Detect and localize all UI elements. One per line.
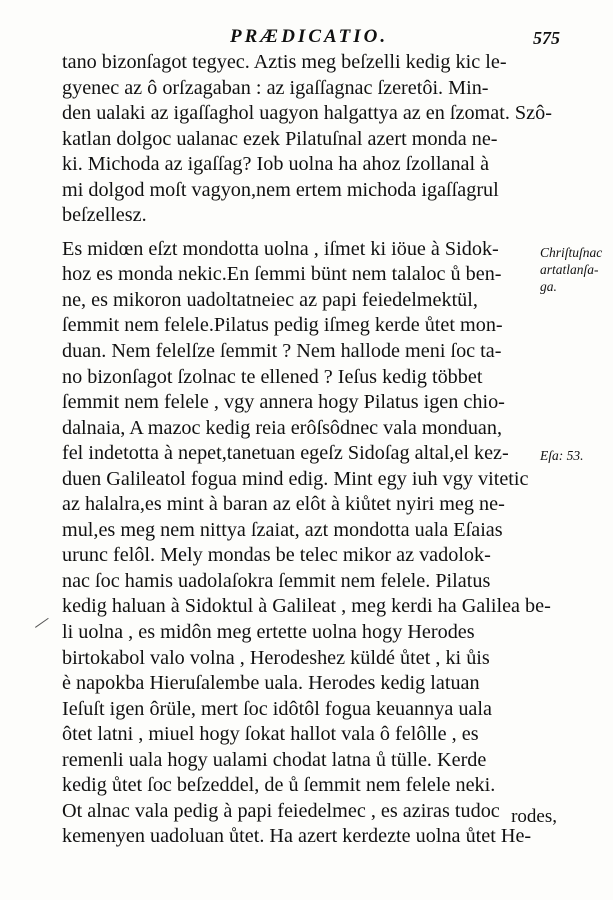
text-line: li uolna , es midôn meg ertette uolna hogy Herodes: [62, 621, 475, 644]
text-line: mul,es meg nem nittya ſzaiat, azt mondotta uala Eſaias: [62, 518, 503, 541]
text-line: mi dolgod moſt vagyon,nem ertem michoda igaſſagrul: [62, 178, 499, 201]
body-text: [62, 50, 552, 850]
text-line: katlan dolgoc ualanac ezek Pilatuſnal azert monda ne-: [62, 127, 498, 150]
text-line: az halalra,es mint à baran az elôt à kiůtet nyiri meg ne-: [62, 493, 505, 516]
paragraph-gap: [62, 229, 540, 237]
text-line: dalnaia, A mazoc kedig reia erôſsôdnec vala monduan,: [62, 416, 503, 439]
text-line: ne, es mikoron uadoltatneiec az papi feiedelmektül,: [62, 288, 478, 311]
text-line: Es midœn eſzt mondotta uolna , iſmet ki iöue à Sidok-: [62, 237, 499, 260]
text-line: fel indetotta à nepet,tanetuan egeſz Sidoſag altal,el kez-: [62, 442, 509, 465]
text-line: ſemmit nem felele.Pilatus pedig iſmeg kerde ůtet mon-: [62, 314, 503, 337]
text-line: no bizonſagot ſzolnac te ellened ? Ieſus kedig többet: [62, 365, 483, 388]
text-line: nac ſoc hamis uadolaſokra ſemmit nem felele. Pilatus: [62, 569, 491, 592]
margin-note: Eſa: 53.: [540, 448, 584, 463]
text-line: tano bizonſagot tegyec. Aztis meg beſzelli kedig kic le-: [62, 51, 507, 73]
text-line: hoz es monda nekic.En ſemmi bünt nem talaloc ů ben-: [62, 263, 502, 286]
text-line: kedig ůtet ſoc beſzeddel, de ů ſemmit nem felele neki.: [62, 774, 496, 797]
pencil-mark: [35, 618, 51, 631]
text-line: remenli uala hogy ualami chodat latna ů tülle. Kerde: [62, 748, 487, 771]
text-line: ſemmit nem felele , vgy annera hogy Pilatus igen chio-: [62, 391, 505, 414]
text-line: duen Galileatol fogua mind edig. Mint egy iuh vgy vitetic: [62, 467, 529, 490]
text-line: ôtet latni , miuel hogy ſokat hallot vala ô felôlle , es: [62, 723, 479, 746]
text-line: gyenec az ô orſzagaban : az igaſſagnac ſzeretôi. Min-: [62, 76, 489, 99]
margin-note: Chriſtuſnac artatlanſa-ga.: [540, 245, 603, 294]
text-line: urunc felôl. Mely mondas be telec mikor az vadolok-: [62, 544, 491, 567]
catchword: rodes,: [511, 806, 557, 827]
text-line: è napokba Hieruſalembe uala. Herodes kedig latuan: [62, 672, 480, 695]
text-line: Ieſuſt igen ôrüle, mert ſoc idôtôl fogua keuannya uala: [62, 697, 492, 720]
running-title: PRÆDICATIO.: [230, 26, 389, 47]
text-line: beſzellesz.: [62, 204, 147, 227]
text-line: den ualaki az igaſſaghol uagyon halgattya az en ſzomat. Szô-: [62, 102, 552, 125]
text-line: birtokabol valo volna , Herodeshez küldé ůtet , ki ůis: [62, 646, 490, 669]
text-line: kemenyen uadoluan ůtet. Ha azert kerdezte uolna ůtet He-: [62, 825, 532, 848]
text-line: Ot alnac vala pedig à papi feiedelmec , es aziras tudoc: [62, 799, 500, 822]
text-line: ki. Michoda az igaſſag? Iob uolna ha ahoz ſzollanal à: [62, 153, 490, 176]
page-header: [60, 26, 560, 52]
page-number: 575: [533, 28, 560, 48]
text-line: kedig haluan à Sidoktul à Galileat , meg kerdi ha Galilea be-: [62, 595, 551, 618]
text-line: duan. Nem felelſze ſemmit ? Nem hallode meni ſoc ta-: [62, 340, 502, 363]
